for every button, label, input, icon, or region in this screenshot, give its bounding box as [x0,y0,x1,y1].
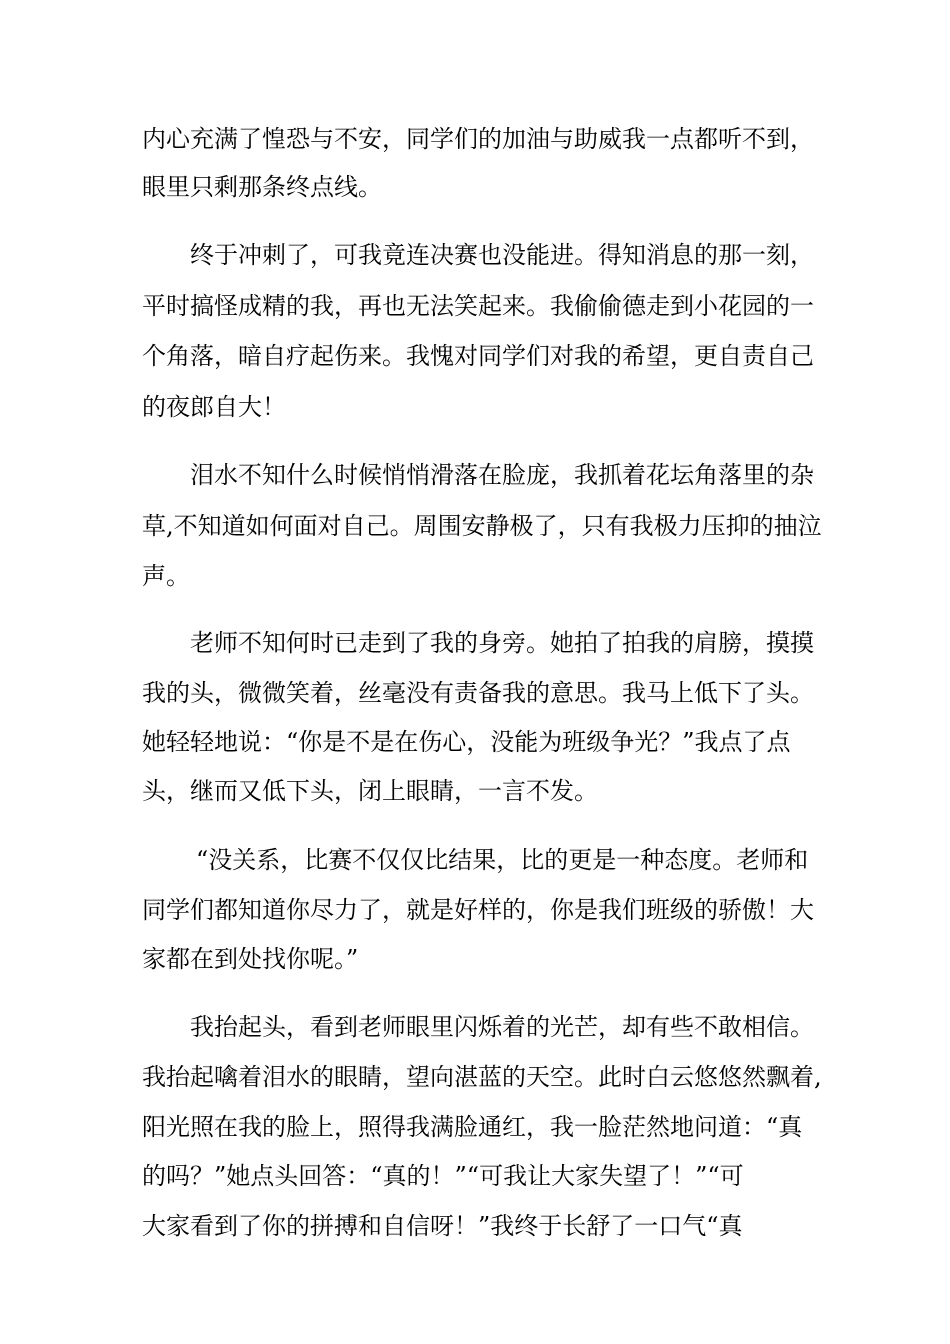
paragraph-line: 老师不知何时已走到了我的身旁。她拍了拍我的肩膀，摸摸 [190,629,814,657]
paragraph-line: 内心充满了惶恐与不安，同学们的加油与助威我一点都听不到， [142,125,814,153]
paragraph-line: 终于冲刺了，可我竟连决赛也没能进。得知消息的那一刻， [190,241,814,269]
paragraph-line: 草,不知道如何面对自己。周围安静极了，只有我极力压抑的抽泣 [142,512,822,540]
paragraph-line: 家都在到处找你呢。” [142,945,359,973]
paragraph-line: 同学们都知道你尽力了，就是好样的，你是我们班级的骄傲！大 [142,896,814,924]
paragraph-line: 我抬起噙着泪水的眼睛，望向湛蓝的天空。此时白云悠悠然飘着, [142,1063,822,1091]
paragraph-line: 阳光照在我的脸上，照得我满脸通红，我一脸茫然地问道：“真 [142,1113,803,1141]
paragraph-line: 声。 [142,562,190,590]
paragraph-line: 我的头，微微笑着，丝毫没有责备我的意思。我马上低下了头。 [142,679,814,707]
paragraph-line: 眼里只剩那条终点线。 [142,173,382,201]
paragraph-line: 平时搞怪成精的我，再也无法笑起来。我偷偷德走到小花园的一 [142,292,814,320]
paragraph-line: 的夜郎自大！ [142,393,286,421]
paragraph-line: 大家看到了你的拼搏和自信呀！”我终于长舒了一口气“真 [142,1212,743,1240]
paragraph-line: 的吗？”她点头回答：“真的！”“可我让大家失望了！”“可 [142,1162,744,1190]
paragraph-line: 泪水不知什么时候悄悄滑落在脸庞，我抓着花坛角落里的杂 [190,461,814,489]
paragraph-line: 她轻轻地说：“你是不是在伤心，没能为班级争光？”我点了点 [142,728,791,756]
paragraph-line: 我抬起头，看到老师眼里闪烁着的光芒，却有些不敢相信。 [190,1013,814,1041]
paragraph-line: “没关系，比赛不仅仅比结果，比的更是一种态度。老师和 [196,846,809,874]
paragraph-line: 头，继而又低下头，闭上眼睛，一言不发。 [142,777,598,805]
paragraph-line: 个角落，暗自疗起伤来。我愧对同学们对我的希望，更自责自己 [142,342,814,370]
